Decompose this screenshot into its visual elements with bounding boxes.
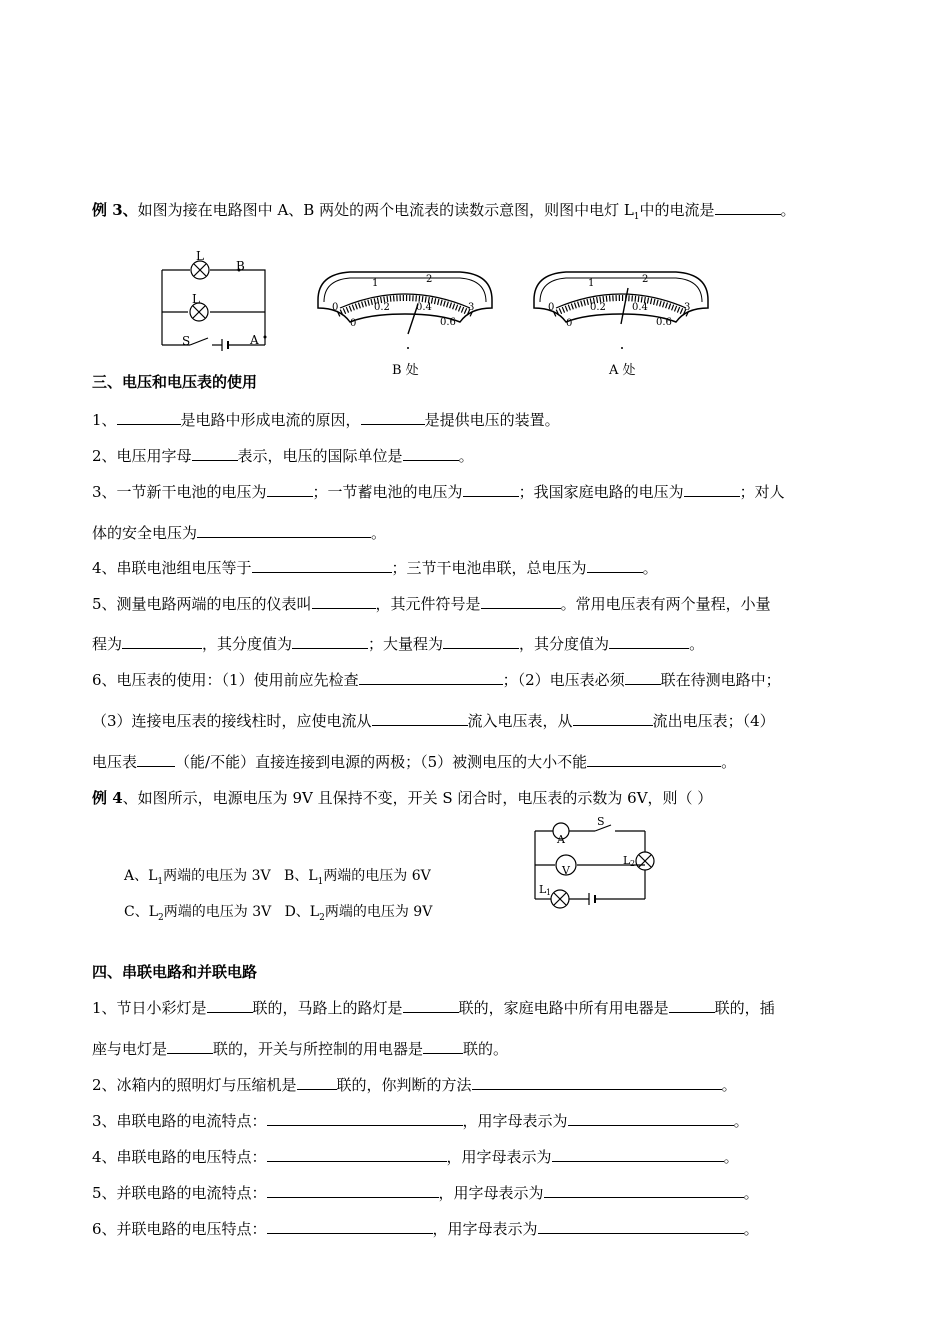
svg-text:3: 3 xyxy=(684,302,691,313)
s3-q5: 5、测量电路两端的电压的仪表叫 ，其元件符号是 。常用电压表有两个量程，小量 xyxy=(92,595,771,613)
example-label: 例 3、 xyxy=(92,201,138,219)
svg-text:0: 0 xyxy=(548,302,555,313)
svg-text:S: S xyxy=(182,334,191,348)
meter-b-caption: B 处 xyxy=(392,363,419,378)
s4-q3: 3、串联电路的电流特点： ，用字母表示为 。 xyxy=(92,1112,749,1130)
s3-q5-cont: 程为 ，其分度值为 ；大量程为 ，其分度值为 。 xyxy=(92,635,705,653)
meter-a-caption: A 处 xyxy=(609,363,636,378)
s3-q4: 4、串联电池组电压等于 ；三节干电池串联，总电压为 。 xyxy=(92,559,658,577)
svg-text:A: A xyxy=(250,333,259,347)
s3-q1: 1、 是电路中形成电流的原因， 是提供电压的装置。 xyxy=(92,411,560,429)
svg-text:0.4: 0.4 xyxy=(416,302,432,313)
svg-text:2: 2 xyxy=(426,274,433,285)
svg-text:0: 0 xyxy=(332,302,339,313)
svg-text:B: B xyxy=(236,259,245,273)
ex4-options-cd: C、$L_2$两端的电压为 3V D、$L_2$两端的电压为 9V xyxy=(124,904,433,923)
svg-text:L: L xyxy=(623,854,631,867)
ammeter-b xyxy=(310,262,500,352)
ammeter-a xyxy=(526,262,716,352)
circuit-diagram-1 xyxy=(150,250,280,360)
svg-text:S: S xyxy=(597,815,605,828)
s4-q5: 5、并联电路的电流特点： ，用字母表示为 。 xyxy=(92,1184,759,1202)
svg-text:L: L xyxy=(192,292,200,306)
svg-text:1: 1 xyxy=(546,888,552,897)
s3-q6: 6、电压表的使用：（1）使用前应先检查 ；（2）电压表必须 联在待测电路中； xyxy=(92,671,781,689)
svg-text:0.4: 0.4 xyxy=(632,302,648,313)
s3-q3-cont: 体的安全电压为 。 xyxy=(92,524,387,542)
svg-text:V: V xyxy=(562,864,570,877)
svg-text:0: 0 xyxy=(350,318,357,329)
s4-q2: 2、冰箱内的照明灯与压缩机是 联的，你判断的方法 。 xyxy=(92,1076,737,1094)
svg-text:L: L xyxy=(196,250,204,263)
s4-q6: 6、并联电路的电压特点： ，用字母表示为 。 xyxy=(92,1220,759,1238)
s4-q1: 1、节日小彩灯是 联的，马路上的路灯是 联的，家庭电路中所有用电器是 联的，插 xyxy=(92,999,775,1017)
svg-text:1: 1 xyxy=(372,278,379,289)
svg-text:0.2: 0.2 xyxy=(374,302,390,313)
answer-blank[interactable] xyxy=(715,200,781,215)
s4-q4: 4、串联电路的电压特点： ，用字母表示为 。 xyxy=(92,1148,739,1166)
s3-q6-cont: （3）连接电压表的接线柱时，应使电流从 流入电压表，从 流出电压表；（4） xyxy=(92,712,775,730)
example-3: 例 3、如图为接在电路图中 A、B 两处的两个电流表的读数示意图，则图中电灯 $L_1$中的电流是 。 xyxy=(92,201,796,222)
svg-text:0: 0 xyxy=(566,318,573,329)
svg-text:0.2: 0.2 xyxy=(590,302,606,313)
circuit-diagram-2 xyxy=(525,815,665,910)
ex4-options-ab: A、$L_1$两端的电压为 3V B、$L_1$两端的电压为 6V xyxy=(124,868,431,887)
s3-q6-cont2: 电压表 （能/不能）直接连接到电源的两极；（5）被测电压的大小不能 。 xyxy=(92,753,737,771)
svg-text:2: 2 xyxy=(642,274,649,285)
example-4: 例 4、如图所示，电源电压为 9V 且保持不变，开关 S 闭合时，电压表的示数为 6V，则（ ） xyxy=(92,789,713,807)
svg-text:0.6: 0.6 xyxy=(440,317,456,328)
s3-q3: 3、一节新干电池的电压为 ；一节蓄电池的电压为 ；我国家庭电路的电压为 ；对人 xyxy=(92,483,785,501)
svg-text:1: 1 xyxy=(588,278,595,289)
svg-text:L: L xyxy=(539,883,547,896)
svg-text:A: A xyxy=(557,833,565,846)
s4-q1-cont: 座与电灯是 联的，开关与所控制的用电器是 联的。 xyxy=(92,1040,509,1058)
svg-text:2: 2 xyxy=(630,859,636,868)
section-3-title: 三、电压和电压表的使用 xyxy=(92,373,258,391)
svg-text:0.6: 0.6 xyxy=(656,317,672,328)
svg-text:3: 3 xyxy=(468,302,475,313)
section-4-title: 四、串联电路和并联电路 xyxy=(92,963,258,981)
s3-q2: 2、电压用字母 表示，电压的国际单位是 。 xyxy=(92,447,474,465)
